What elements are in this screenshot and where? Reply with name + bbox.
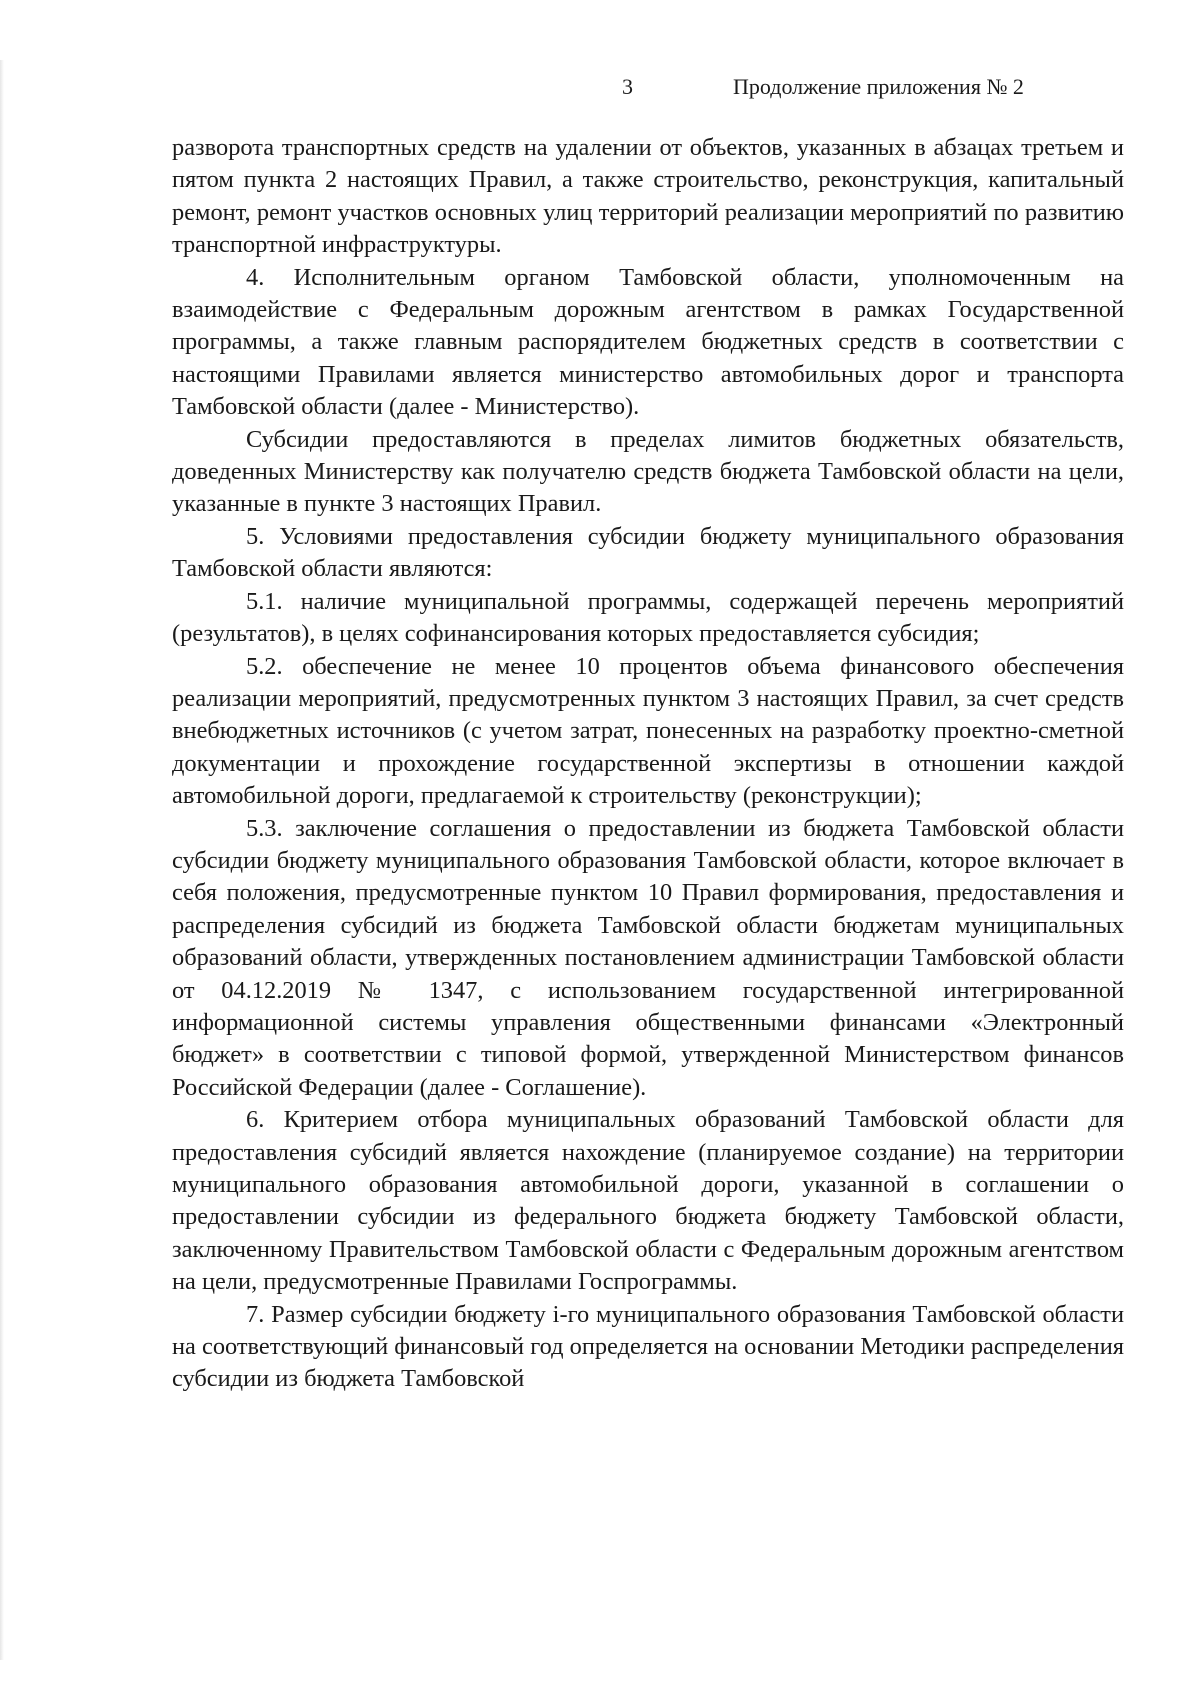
document-body — [172, 132, 1124, 1396]
paragraph: 6. Критерием отбора муниципальных образований Тамбовской области для предоставления субсидий является нахождение (планируемое создание) на территории муниципального образования автомобильной дороги, указанной в соглашении о предоставлении субсидии из федерального бюджета бюджету Тамбовской области, заключенному Правительством Тамбовской области с Федеральным дорожным агентством на цели, предусмотренные Правилами Госпрограммы. — [172, 1106, 1124, 1296]
paragraph: 5.1. наличие муниципальной программы, содержащей перечень мероприятий (результатов), в целях софинансирования которых предоставляется субсидия; — [172, 587, 1124, 648]
paragraph: 7. Размер субсидии бюджету i-го муниципального образования Тамбовской области на соответствующий финансовый год определяется на основании Методики распределения субсидии из бюджета Тамбовской — [172, 1300, 1124, 1393]
page-header — [0, 74, 1200, 114]
paragraph: 5.2. обеспечение не менее 10 процентов объема финансового обеспечения реализации мероприятий, предусмотренных пунктом 3 настоящих Правил, за счет средств внебюджетных источников (с учетом затрат, понесенных на разработку проектно-сметной документации и прохождение государственной экспертизы в отношении каждой автомобильной дороги, предлагаемой к строительству (реконструкции); — [172, 652, 1124, 810]
scan-edge-shadow — [0, 60, 4, 1660]
paragraph: разворота транспортных средств на удалении от объектов, указанных в абзацах третьем и пятом пункта 2 настоящих Правил, а также строительство, реконструкция, капитальный ремонт, ремонт участков основных улиц территорий реализации мероприятий по развитию транспортной инфраструктуры. — [172, 134, 1124, 259]
appendix-continuation-note: Продолжение приложения № 2 — [733, 74, 1024, 99]
page-number: 3 — [622, 74, 633, 99]
paragraph: 4. Исполнительным органом Тамбовской области, уполномоченным на взаимодействие с Федеральным дорожным агентством в рамках Государственной программы, а также главным распорядителем бюджетных средств в соответствии с настоящими Правилами является министерство автомобильных дорог и транспорта Тамбовской области (далее - Министерство). — [172, 263, 1124, 421]
paragraph: 5.3. заключение соглашения о предоставлении из бюджета Тамбовской области субсидии бюджету муниципального образования Тамбовской области, которое включает в себя положения, предусмотренные пунктом 10 Правил формирования, предоставления и распределения субсидий из бюджета Тамбовской области бюджетам муниципальных образований области, утвержденных постановлением администрации Тамбовской области от 04.12.2019 № 1347, с использованием государственной интегрированной информационной системы управления общественными финансами «Электронный бюджет» в соответствии с типовой формой, утвержденной Министерством финансов Российской Федерации (далее - Соглашение). — [172, 814, 1124, 1101]
paragraph: Субсидии предоставляются в пределах лимитов бюджетных обязательств, доведенных Министерству как получателю средств бюджета Тамбовской области на цели, указанные в пункте 3 настоящих Правил. — [172, 425, 1124, 518]
paragraph: 5. Условиями предоставления субсидии бюджету муниципального образования Тамбовской области являются: — [172, 522, 1124, 583]
